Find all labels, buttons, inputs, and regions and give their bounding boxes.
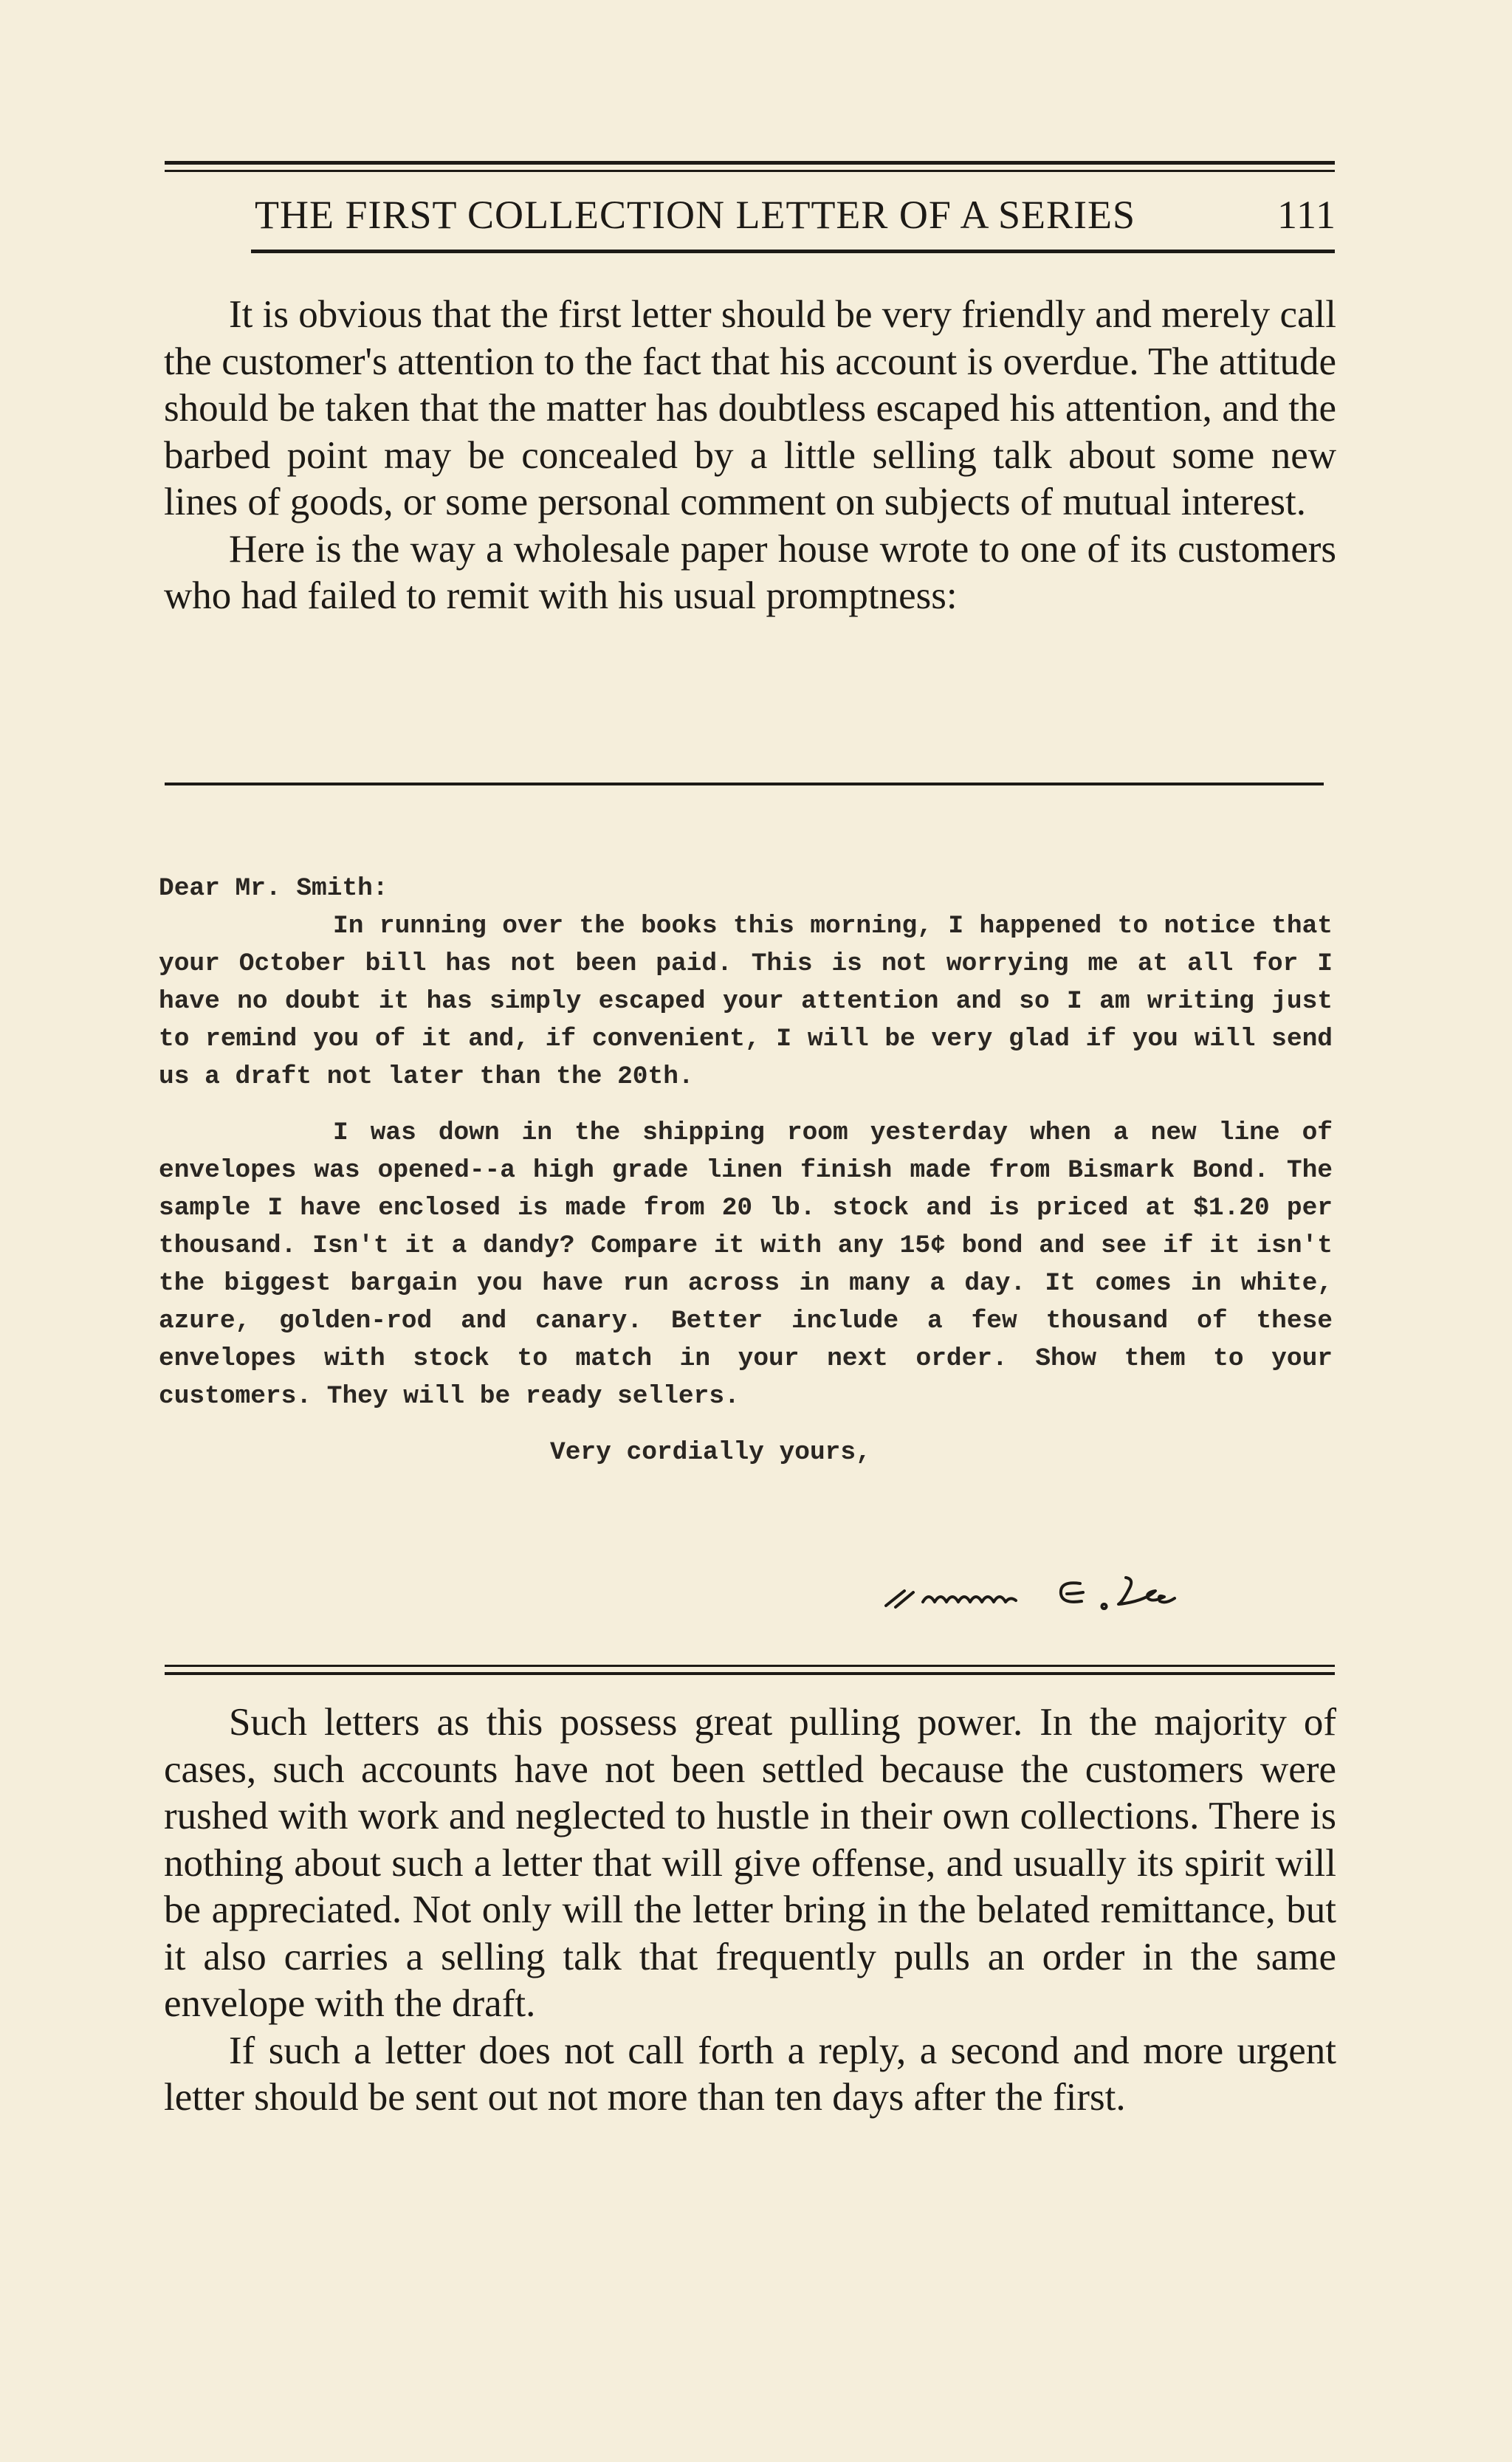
conclusion-paragraph-1: Such letters as this possess great pulling power. In the majority of cases, such accounts have not been settled because the customers were rushed with work and neglected to hustle in their own collections. There is nothing about such a letter that will give offense, and usually its spirit will be appreciated. Not only will the letter bring in the belated remittance, but it also carries a selling talk that frequently pulls an order in the same envelope with the draft. xyxy=(164,1701,1336,2025)
running-head-title: THE FIRST COLLECTION LETTER OF A SERIES xyxy=(255,193,1136,237)
letter-rule-top xyxy=(165,783,1324,785)
header-rule-bottom xyxy=(251,250,1335,253)
letter-paragraph-1: In running over the books this morning, I happened to notice that your October bill has not been paid. This is not worrying me at all for I have no doubt it has simply escaped your attention and so I am writing just to remind you of it and, if convenient, I will be very glad if you will send us a draft not later than the 20th. xyxy=(159,912,1333,1091)
intro-section xyxy=(164,292,1336,620)
intro-paragraph-2: Here is the way a wholesale paper house wrote to one of its customers who had failed to remit with his usual promptness: xyxy=(164,527,1336,617)
conclusion-paragraph-2: If such a letter does not call forth a reply, a second and more urgent letter should be sent out not more than ten days after the first. xyxy=(164,2029,1336,2119)
sample-letter xyxy=(159,870,1333,1471)
conclusion-section xyxy=(164,1699,1336,2122)
letter-closing: Very cordially yours, xyxy=(550,1438,871,1467)
intro-paragraph-1: It is obvious that the first letter should be very friendly and merely call the customer's attention to the fact that his account is overdue. The attitude should be taken that the matter has doubtless escaped his attention, and the barbed point may be concealed by a little selling talk about some new lines of goods, or some personal comment on subjects of mutual interest. xyxy=(164,293,1336,523)
letter-salutation: Dear Mr. Smith: xyxy=(159,874,388,903)
letter-rule-bottom xyxy=(165,1665,1335,1667)
header-rule-top xyxy=(165,161,1335,165)
letter-rule-bottom-thick xyxy=(165,1672,1335,1675)
header-rule-top-thin xyxy=(165,170,1335,172)
letter-paragraph-2: I was down in the shipping room yesterday when a new line of envelopes was opened--a high grade linen finish made from Bismark Bond. The sample I have enclosed is made from 20 lb. stock and is priced at $1.20 per thousand. Isn't it a dandy? Compare it with any 15¢ bond and see if it isn't the biggest bargain you have run across in many a day. It comes in white, azure, golden-rod and canary. Better include a few thousand of these envelopes with stock to match in your next order. Show them to your customers. They will be ready sellers. xyxy=(159,1118,1333,1411)
signature-image xyxy=(882,1561,1251,1620)
page-number: 111 xyxy=(1277,193,1336,237)
running-head xyxy=(255,189,1336,241)
